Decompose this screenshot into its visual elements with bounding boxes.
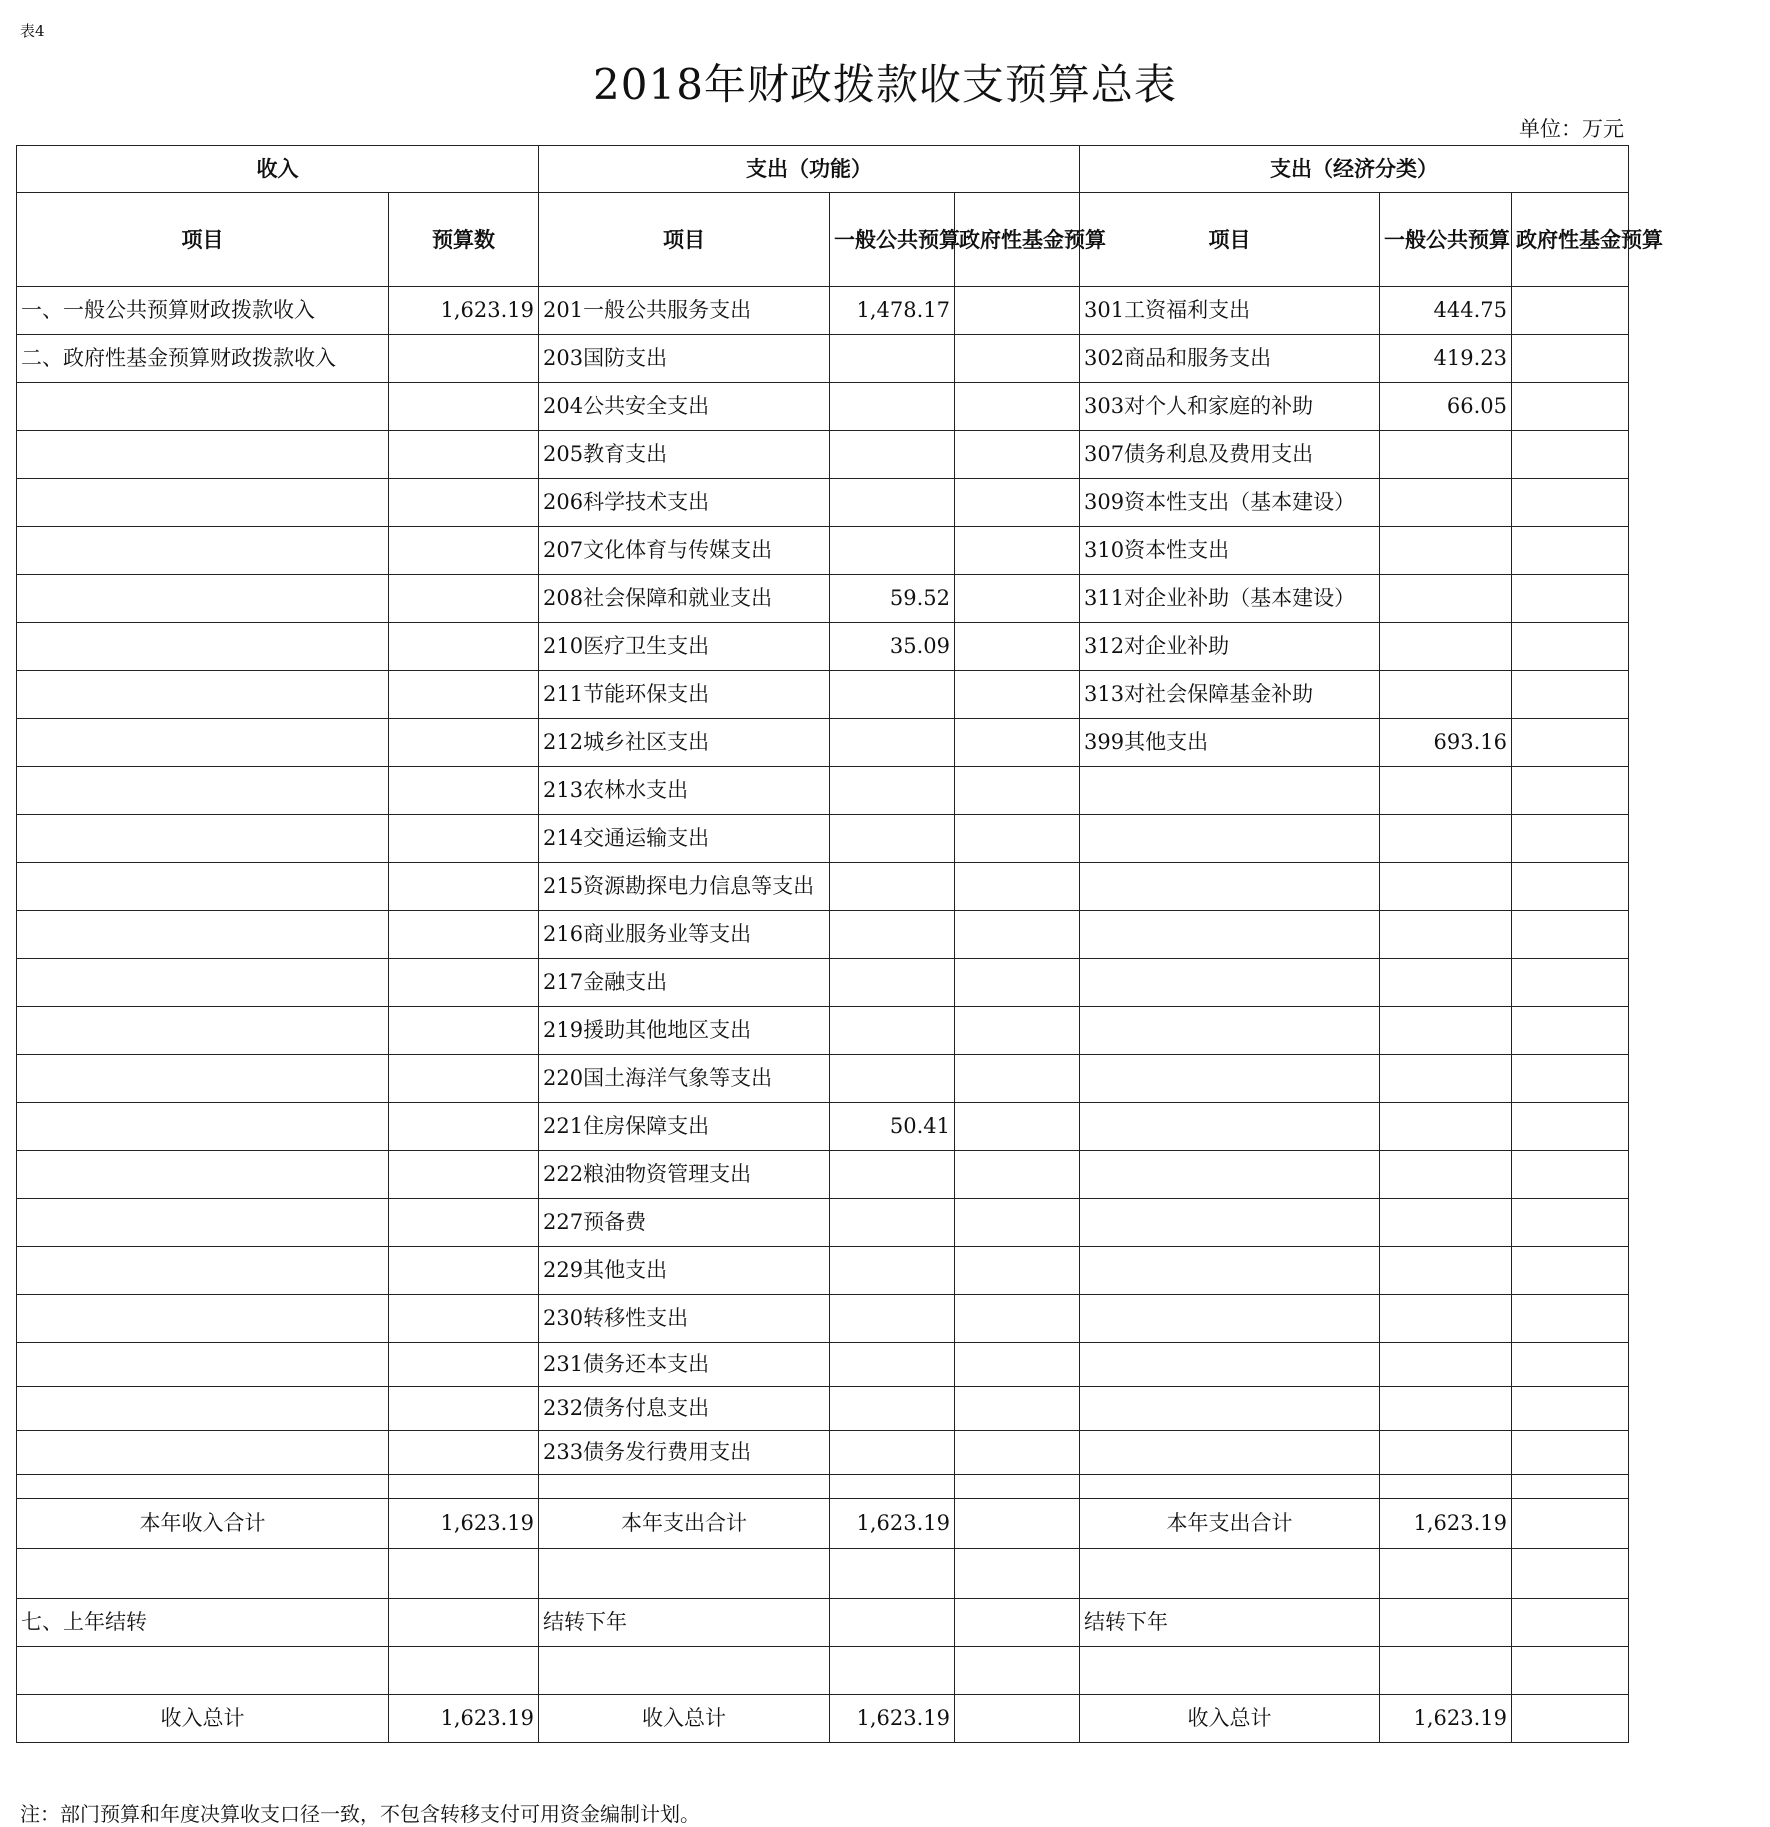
func-general-cell	[830, 1151, 955, 1199]
carry-func-fund	[955, 1599, 1080, 1647]
func-item-cell: 208社会保障和就业支出	[539, 575, 830, 623]
income-value-cell	[389, 863, 539, 911]
func-fund-cell	[955, 431, 1080, 479]
table-row	[17, 1199, 1629, 1247]
income-value-cell	[389, 767, 539, 815]
func-item-cell: 212城乡社区支出	[539, 719, 830, 767]
func-general-cell	[830, 1387, 955, 1431]
econ-general-cell	[1380, 575, 1512, 623]
func-fund-cell	[955, 1295, 1080, 1343]
func-general-cell: 35.09	[830, 623, 955, 671]
year-econ-total-label: 本年支出合计	[1080, 1499, 1380, 1549]
func-fund-cell	[955, 1431, 1080, 1475]
income-item-cell	[17, 383, 389, 431]
econ-general-cell	[1380, 1343, 1512, 1387]
func-fund-cell	[955, 815, 1080, 863]
econ-fund-cell	[1512, 287, 1629, 335]
income-item-cell: 一、一般公共预算财政拨款收入	[17, 287, 389, 335]
income-value-cell	[389, 623, 539, 671]
table-row	[17, 1387, 1629, 1431]
year-func-total-label: 本年支出合计	[539, 1499, 830, 1549]
col-income-budget: 预算数	[389, 193, 539, 287]
income-item-cell	[17, 623, 389, 671]
table-row	[17, 863, 1629, 911]
spacer-row	[17, 1549, 1629, 1599]
footnote: 注：部门预算和年度决算收支口径一致，不包含转移支付可用资金编制计划。	[20, 1802, 700, 1826]
econ-general-cell	[1380, 911, 1512, 959]
income-value-cell	[389, 1431, 539, 1475]
econ-item-cell	[1080, 767, 1380, 815]
func-fund-cell	[955, 335, 1080, 383]
econ-general-cell	[1380, 623, 1512, 671]
econ-general-cell	[1380, 1431, 1512, 1475]
table-row	[17, 911, 1629, 959]
func-general-cell: 50.41	[830, 1103, 955, 1151]
table-row	[17, 671, 1629, 719]
empty-cell	[1080, 1549, 1380, 1599]
table-row	[17, 959, 1629, 1007]
income-item-cell	[17, 719, 389, 767]
income-value-cell	[389, 527, 539, 575]
year-econ-fund-total	[1512, 1499, 1629, 1549]
income-item-cell	[17, 1247, 389, 1295]
econ-item-cell	[1080, 1007, 1380, 1055]
empty-cell	[389, 1549, 539, 1599]
col-func-item: 项目	[539, 193, 830, 287]
econ-item-cell	[1080, 815, 1380, 863]
empty-cell	[1080, 1475, 1380, 1499]
func-general-cell	[830, 1295, 955, 1343]
econ-item-cell: 311对企业补助（基本建设）	[1080, 575, 1380, 623]
header-expense-function: 支出（功能）	[539, 146, 1080, 193]
func-general-cell	[830, 431, 955, 479]
empty-cell	[1512, 1475, 1629, 1499]
empty-cell	[539, 1647, 830, 1695]
year-econ-total-value: 1,623.19	[1380, 1499, 1512, 1549]
year-func-fund-total	[955, 1499, 1080, 1549]
empty-cell	[1512, 1549, 1629, 1599]
econ-fund-cell	[1512, 1387, 1629, 1431]
econ-item-cell: 307债务利息及费用支出	[1080, 431, 1380, 479]
func-fund-cell	[955, 671, 1080, 719]
header-expense-economic: 支出（经济分类）	[1080, 146, 1629, 193]
carry-func-label: 结转下年	[539, 1599, 830, 1647]
income-value-cell	[389, 1247, 539, 1295]
func-fund-cell	[955, 911, 1080, 959]
func-fund-cell	[955, 287, 1080, 335]
year-income-total-label: 本年收入合计	[17, 1499, 389, 1549]
func-fund-cell	[955, 767, 1080, 815]
income-value-cell	[389, 1295, 539, 1343]
econ-item-cell: 301工资福利支出	[1080, 287, 1380, 335]
carry-func-general	[830, 1599, 955, 1647]
econ-fund-cell	[1512, 1343, 1629, 1387]
grand-income-value: 1,623.19	[389, 1695, 539, 1743]
func-item-cell: 233债务发行费用支出	[539, 1431, 830, 1475]
spacer-row	[17, 1475, 1629, 1499]
func-general-cell	[830, 863, 955, 911]
table-row	[17, 767, 1629, 815]
func-item-cell: 230转移性支出	[539, 1295, 830, 1343]
empty-cell	[539, 1475, 830, 1499]
empty-cell	[830, 1475, 955, 1499]
income-item-cell	[17, 863, 389, 911]
econ-fund-cell	[1512, 719, 1629, 767]
header-income: 收入	[17, 146, 539, 193]
econ-general-cell	[1380, 1055, 1512, 1103]
table-row	[17, 383, 1629, 431]
empty-cell	[1512, 1647, 1629, 1695]
func-general-cell	[830, 383, 955, 431]
income-item-cell	[17, 959, 389, 1007]
header-group-row	[17, 146, 1629, 193]
table-row	[17, 1343, 1629, 1387]
income-value-cell	[389, 383, 539, 431]
econ-fund-cell	[1512, 815, 1629, 863]
spacer-row	[17, 1647, 1629, 1695]
table-row	[17, 479, 1629, 527]
func-general-cell	[830, 815, 955, 863]
econ-fund-cell	[1512, 959, 1629, 1007]
func-general-cell	[830, 479, 955, 527]
econ-item-cell	[1080, 1151, 1380, 1199]
econ-fund-cell	[1512, 911, 1629, 959]
econ-fund-cell	[1512, 431, 1629, 479]
func-fund-cell	[955, 623, 1080, 671]
econ-item-cell	[1080, 1295, 1380, 1343]
income-value-cell	[389, 1199, 539, 1247]
empty-cell	[389, 1647, 539, 1695]
income-item-cell	[17, 1431, 389, 1475]
empty-cell	[830, 1647, 955, 1695]
func-item-cell: 221住房保障支出	[539, 1103, 830, 1151]
func-item-cell: 211节能环保支出	[539, 671, 830, 719]
func-fund-cell	[955, 383, 1080, 431]
table-number: 表4	[20, 22, 45, 40]
func-item-cell: 215资源勘探电力信息等支出	[539, 863, 830, 911]
func-fund-cell	[955, 1055, 1080, 1103]
func-general-cell	[830, 1247, 955, 1295]
empty-cell	[1380, 1647, 1512, 1695]
table-row	[17, 623, 1629, 671]
table-row	[17, 335, 1629, 383]
func-item-cell: 220国土海洋气象等支出	[539, 1055, 830, 1103]
table-row	[17, 1431, 1629, 1475]
income-item-cell	[17, 479, 389, 527]
income-value-cell	[389, 719, 539, 767]
header-column-row	[17, 193, 1629, 287]
econ-general-cell	[1380, 815, 1512, 863]
income-item-cell	[17, 1151, 389, 1199]
year-func-total-value: 1,623.19	[830, 1499, 955, 1549]
econ-general-cell	[1380, 479, 1512, 527]
table-row	[17, 575, 1629, 623]
table-row	[17, 1055, 1629, 1103]
econ-general-cell: 419.23	[1380, 335, 1512, 383]
econ-item-cell: 302商品和服务支出	[1080, 335, 1380, 383]
econ-general-cell: 66.05	[1380, 383, 1512, 431]
income-value-cell	[389, 815, 539, 863]
econ-fund-cell	[1512, 1055, 1629, 1103]
table-row	[17, 815, 1629, 863]
econ-general-cell	[1380, 1295, 1512, 1343]
econ-fund-cell	[1512, 575, 1629, 623]
econ-general-cell	[1380, 1007, 1512, 1055]
func-item-cell: 210医疗卫生支出	[539, 623, 830, 671]
table-row	[17, 527, 1629, 575]
econ-item-cell	[1080, 1055, 1380, 1103]
grand-total-row	[17, 1695, 1629, 1743]
func-fund-cell	[955, 1343, 1080, 1387]
func-general-cell	[830, 1007, 955, 1055]
carry-in-value	[389, 1599, 539, 1647]
econ-general-cell: 444.75	[1380, 287, 1512, 335]
func-general-cell	[830, 1343, 955, 1387]
carry-econ-label: 结转下年	[1080, 1599, 1380, 1647]
econ-item-cell: 313对社会保障基金补助	[1080, 671, 1380, 719]
econ-item-cell: 310资本性支出	[1080, 527, 1380, 575]
grand-econ-label: 收入总计	[1080, 1695, 1380, 1743]
econ-fund-cell	[1512, 623, 1629, 671]
func-item-cell: 213农林水支出	[539, 767, 830, 815]
econ-item-cell	[1080, 1431, 1380, 1475]
econ-general-cell	[1380, 767, 1512, 815]
econ-general-cell	[1380, 1103, 1512, 1151]
income-item-cell	[17, 1199, 389, 1247]
econ-fund-cell	[1512, 1199, 1629, 1247]
income-value-cell	[389, 431, 539, 479]
func-fund-cell	[955, 1199, 1080, 1247]
econ-fund-cell	[1512, 527, 1629, 575]
grand-func-value: 1,623.19	[830, 1695, 955, 1743]
grand-econ-value: 1,623.19	[1380, 1695, 1512, 1743]
unit-label: 单位：万元	[1519, 117, 1624, 141]
income-value-cell	[389, 1055, 539, 1103]
econ-fund-cell	[1512, 1247, 1629, 1295]
func-general-cell	[830, 767, 955, 815]
grand-income-label: 收入总计	[17, 1695, 389, 1743]
func-item-cell: 206科学技术支出	[539, 479, 830, 527]
econ-fund-cell	[1512, 767, 1629, 815]
income-value-cell	[389, 1387, 539, 1431]
budget-table	[16, 145, 1663, 1743]
func-item-cell: 201一般公共服务支出	[539, 287, 830, 335]
income-item-cell	[17, 815, 389, 863]
econ-general-cell: 693.16	[1380, 719, 1512, 767]
func-fund-cell	[955, 959, 1080, 1007]
func-general-cell	[830, 719, 955, 767]
func-item-cell: 216商业服务业等支出	[539, 911, 830, 959]
econ-general-cell	[1380, 1151, 1512, 1199]
year-total-row	[17, 1499, 1629, 1549]
func-item-cell: 205教育支出	[539, 431, 830, 479]
col-func-fund: 政府性基金预算	[955, 193, 1080, 287]
func-general-cell	[830, 911, 955, 959]
income-value-cell: 1,623.19	[389, 287, 539, 335]
econ-fund-cell	[1512, 863, 1629, 911]
func-fund-cell	[955, 527, 1080, 575]
table-row	[17, 1151, 1629, 1199]
carry-in-label: 七、上年结转	[17, 1599, 389, 1647]
func-item-cell: 203国防支出	[539, 335, 830, 383]
empty-cell	[1380, 1549, 1512, 1599]
func-general-cell	[830, 671, 955, 719]
empty-cell	[389, 1475, 539, 1499]
income-item-cell	[17, 1295, 389, 1343]
table-row	[17, 1295, 1629, 1343]
func-fund-cell	[955, 863, 1080, 911]
econ-item-cell	[1080, 863, 1380, 911]
income-item-cell	[17, 671, 389, 719]
table-row	[17, 1007, 1629, 1055]
econ-fund-cell	[1512, 479, 1629, 527]
empty-cell	[955, 1475, 1080, 1499]
col-econ-item: 项目	[1080, 193, 1380, 287]
econ-general-cell	[1380, 1247, 1512, 1295]
income-item-cell	[17, 1055, 389, 1103]
econ-fund-cell	[1512, 335, 1629, 383]
income-item-cell: 二、政府性基金预算财政拨款收入	[17, 335, 389, 383]
econ-general-cell	[1380, 1199, 1512, 1247]
func-general-cell: 1,478.17	[830, 287, 955, 335]
empty-cell	[830, 1549, 955, 1599]
func-item-cell: 217金融支出	[539, 959, 830, 1007]
econ-fund-cell	[1512, 1103, 1629, 1151]
income-value-cell	[389, 911, 539, 959]
func-general-cell	[830, 1199, 955, 1247]
income-value-cell	[389, 1103, 539, 1151]
grand-econ-fund	[1512, 1695, 1629, 1743]
income-item-cell	[17, 527, 389, 575]
econ-item-cell: 309资本性支出（基本建设）	[1080, 479, 1380, 527]
table-row	[17, 1103, 1629, 1151]
econ-fund-cell	[1512, 1431, 1629, 1475]
col-func-general: 一般公共预算	[830, 193, 955, 287]
empty-cell	[17, 1549, 389, 1599]
empty-cell	[955, 1647, 1080, 1695]
income-item-cell	[17, 431, 389, 479]
year-income-total-value: 1,623.19	[389, 1499, 539, 1549]
econ-item-cell	[1080, 1387, 1380, 1431]
carry-over-row	[17, 1599, 1629, 1647]
col-econ-fund: 政府性基金预算	[1512, 193, 1629, 287]
income-value-cell	[389, 959, 539, 1007]
income-item-cell	[17, 1007, 389, 1055]
func-general-cell	[830, 1431, 955, 1475]
income-value-cell	[389, 1151, 539, 1199]
func-item-cell: 232债务付息支出	[539, 1387, 830, 1431]
econ-item-cell	[1080, 1343, 1380, 1387]
func-fund-cell	[955, 1151, 1080, 1199]
func-general-cell	[830, 335, 955, 383]
econ-fund-cell	[1512, 671, 1629, 719]
func-item-cell: 207文化体育与传媒支出	[539, 527, 830, 575]
empty-cell	[539, 1549, 830, 1599]
func-fund-cell	[955, 1007, 1080, 1055]
table-row	[17, 1247, 1629, 1295]
page-title: 2018年财政拨款收支预算总表	[593, 60, 1177, 109]
income-item-cell	[17, 911, 389, 959]
col-income-item: 项目	[17, 193, 389, 287]
grand-func-fund	[955, 1695, 1080, 1743]
econ-general-cell	[1380, 527, 1512, 575]
func-item-cell: 222粮油物资管理支出	[539, 1151, 830, 1199]
carry-econ-general	[1380, 1599, 1512, 1647]
income-item-cell	[17, 1387, 389, 1431]
func-fund-cell	[955, 1103, 1080, 1151]
econ-general-cell	[1380, 671, 1512, 719]
func-general-cell	[830, 1055, 955, 1103]
func-fund-cell	[955, 575, 1080, 623]
func-fund-cell	[955, 719, 1080, 767]
income-item-cell	[17, 575, 389, 623]
econ-general-cell	[1380, 959, 1512, 1007]
col-econ-general: 一般公共预算	[1380, 193, 1512, 287]
income-value-cell	[389, 671, 539, 719]
econ-item-cell	[1080, 959, 1380, 1007]
grand-func-label: 收入总计	[539, 1695, 830, 1743]
income-item-cell	[17, 767, 389, 815]
econ-item-cell: 399其他支出	[1080, 719, 1380, 767]
empty-cell	[17, 1647, 389, 1695]
econ-item-cell	[1080, 1199, 1380, 1247]
func-item-cell: 227预备费	[539, 1199, 830, 1247]
income-value-cell	[389, 335, 539, 383]
income-value-cell	[389, 479, 539, 527]
empty-cell	[1380, 1475, 1512, 1499]
econ-item-cell	[1080, 1247, 1380, 1295]
econ-fund-cell	[1512, 383, 1629, 431]
econ-fund-cell	[1512, 1295, 1629, 1343]
econ-general-cell	[1380, 863, 1512, 911]
func-fund-cell	[955, 479, 1080, 527]
table-row	[17, 287, 1629, 335]
income-value-cell	[389, 1343, 539, 1387]
func-general-cell	[830, 959, 955, 1007]
econ-item-cell: 303对个人和家庭的补助	[1080, 383, 1380, 431]
econ-item-cell	[1080, 1103, 1380, 1151]
econ-general-cell	[1380, 431, 1512, 479]
econ-fund-cell	[1512, 1007, 1629, 1055]
func-item-cell: 231债务还本支出	[539, 1343, 830, 1387]
table-row	[17, 431, 1629, 479]
func-item-cell: 214交通运输支出	[539, 815, 830, 863]
econ-item-cell: 312对企业补助	[1080, 623, 1380, 671]
income-item-cell	[17, 1103, 389, 1151]
func-general-cell	[830, 527, 955, 575]
carry-econ-fund	[1512, 1599, 1629, 1647]
econ-general-cell	[1380, 1387, 1512, 1431]
func-fund-cell	[955, 1387, 1080, 1431]
func-item-cell: 204公共安全支出	[539, 383, 830, 431]
econ-item-cell	[1080, 911, 1380, 959]
empty-cell	[17, 1475, 389, 1499]
income-value-cell	[389, 575, 539, 623]
income-item-cell	[17, 1343, 389, 1387]
func-general-cell: 59.52	[830, 575, 955, 623]
income-value-cell	[389, 1007, 539, 1055]
func-item-cell: 219援助其他地区支出	[539, 1007, 830, 1055]
func-item-cell: 229其他支出	[539, 1247, 830, 1295]
empty-cell	[955, 1549, 1080, 1599]
table-row	[17, 719, 1629, 767]
empty-cell	[1080, 1647, 1380, 1695]
func-fund-cell	[955, 1247, 1080, 1295]
econ-fund-cell	[1512, 1151, 1629, 1199]
